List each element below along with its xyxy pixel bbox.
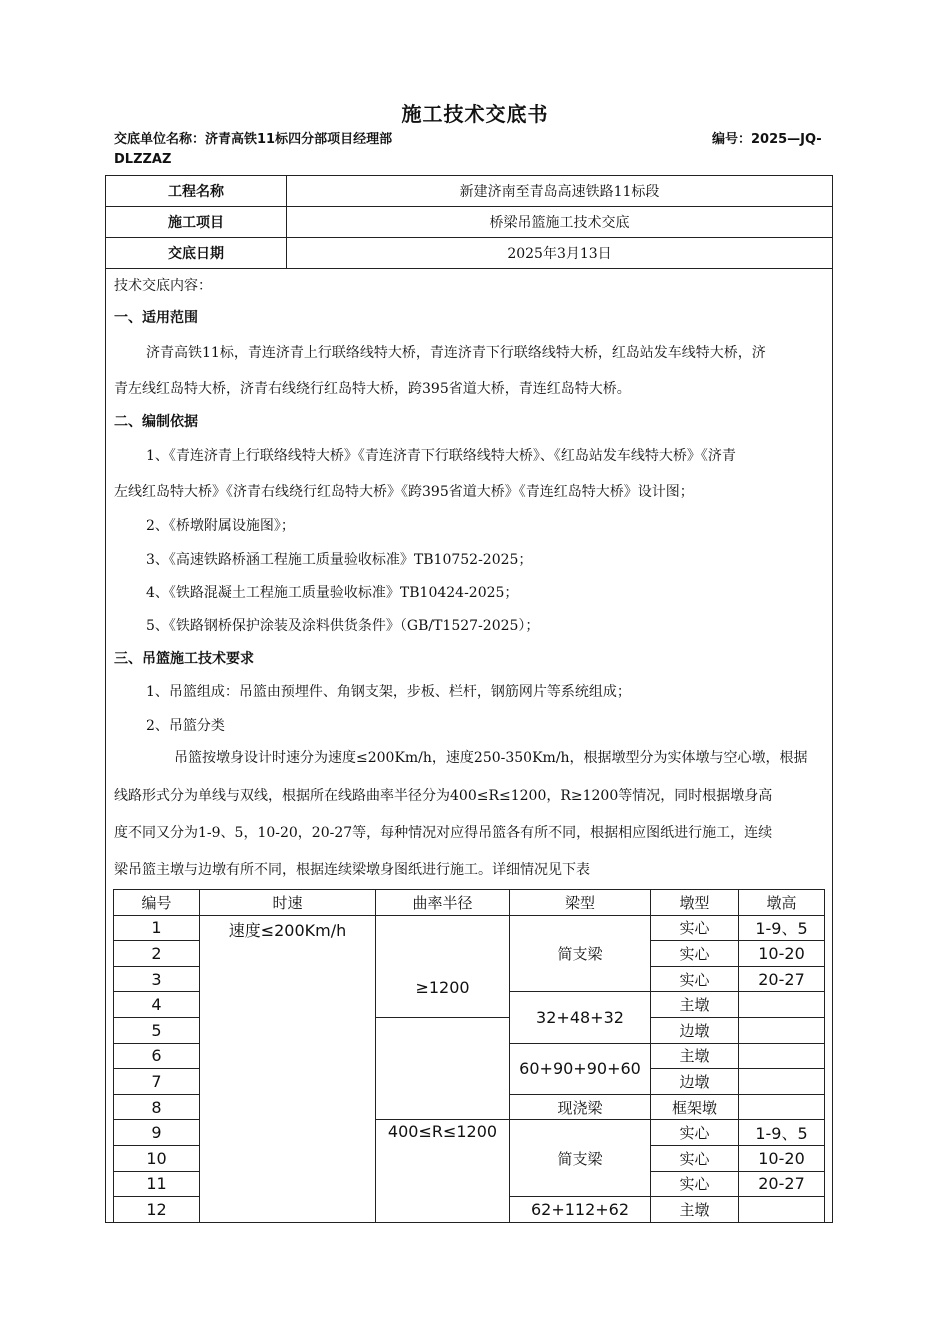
column-header: 编号 bbox=[114, 890, 200, 916]
pier-type-cell: 框架墩 bbox=[651, 1094, 739, 1120]
beam-type-cell: 简支梁 bbox=[510, 1120, 651, 1197]
document-title: 施工技术交底书 bbox=[401, 102, 549, 126]
classification-line: 梁吊篮主墩与边墩有所不同，根据连续梁墩身图纸进行施工。详细情况见下表 bbox=[114, 862, 590, 878]
pier-height-cell: 1-9、5 bbox=[739, 915, 825, 941]
pier-type-cell: 主墩 bbox=[651, 1197, 739, 1223]
row-number: 5 bbox=[114, 1017, 200, 1043]
pier-height-cell: 20-27 bbox=[739, 1171, 825, 1197]
reference-item: 3、《高速铁路桥涵工程施工质量验收标准》TB10752-2025； bbox=[146, 552, 533, 568]
pier-height-cell: 1-9、5 bbox=[739, 1120, 825, 1146]
section-1-title: 一、适用范围 bbox=[114, 310, 198, 326]
info-row bbox=[106, 238, 833, 269]
info-label: 交底日期 bbox=[106, 238, 287, 269]
info-value: 2025年3月13日 bbox=[287, 238, 833, 269]
reference-item-cont: 左线红岛特大桥》《济青右线绕行红岛特大桥》《跨395省道大桥》《青连红岛特大桥》设计图； bbox=[114, 484, 694, 500]
section-1-line: 济青高铁11标，青连济青上行联络线特大桥，青连济青下行联络线特大桥，红岛站发车线特大桥，济 bbox=[146, 345, 766, 361]
table-header-row bbox=[114, 890, 825, 916]
document-number: 编号：2025—JQ- bbox=[712, 132, 822, 147]
info-label: 施工项目 bbox=[106, 207, 287, 238]
pier-type-cell: 实心 bbox=[651, 966, 739, 992]
info-value: 桥梁吊篮施工技术交底 bbox=[287, 207, 833, 238]
pier-height-cell bbox=[739, 1094, 825, 1120]
speed-cell: 速度≤200Km/h bbox=[200, 915, 376, 1222]
info-row bbox=[106, 207, 833, 238]
pier-type-cell: 主墩 bbox=[651, 1043, 739, 1069]
radius-cell bbox=[376, 977, 510, 1119]
classification-line: 线路形式分为单线与双线，根据所在线路曲率半径分为400≤R≤1200，R≥1200等情况，同时根据墩身高 bbox=[114, 788, 773, 804]
requirement-item: 1、吊篮组成：吊篮由预埋件、角钢支架，步板、栏杆，钢筋网片等系统组成； bbox=[146, 684, 631, 700]
requirement-item: 2、吊篮分类 bbox=[146, 718, 225, 734]
pier-type-cell: 实心 bbox=[651, 941, 739, 967]
row-number: 10 bbox=[114, 1145, 200, 1171]
pier-height-cell: 10-20 bbox=[739, 941, 825, 967]
beam-type-cell: 62+112+62 bbox=[510, 1197, 651, 1223]
column-header: 梁型 bbox=[510, 890, 651, 916]
pier-height-cell bbox=[739, 1043, 825, 1069]
row-number: 8 bbox=[114, 1094, 200, 1120]
table-row bbox=[114, 915, 825, 941]
row-number: 3 bbox=[114, 966, 200, 992]
row-number: 12 bbox=[114, 1197, 200, 1223]
column-header: 曲率半径 bbox=[376, 890, 510, 916]
pier-type-cell: 主墩 bbox=[651, 992, 739, 1018]
row-number: 6 bbox=[114, 1043, 200, 1069]
row-number: 7 bbox=[114, 1069, 200, 1095]
row-number: 9 bbox=[114, 1120, 200, 1146]
column-header: 时速 bbox=[200, 890, 376, 916]
row-number: 4 bbox=[114, 992, 200, 1018]
reference-item: 4、《铁路混凝土工程施工质量验收标准》TB10424-2025； bbox=[146, 585, 519, 601]
reference-item: 5、《铁路钢桥保护涂装及涂料供货条件》（GB/T1527-2025）； bbox=[146, 618, 540, 634]
classification-line: 度不同又分为1-9、5，10-20，20-27等，每种情况对应得吊篮各有所不同，根据相应图纸进行施工，连续 bbox=[114, 825, 773, 841]
beam-type-cell: 现浇梁 bbox=[510, 1094, 651, 1120]
pier-type-cell: 实心 bbox=[651, 1120, 739, 1146]
column-header: 墩高 bbox=[739, 890, 825, 916]
pier-height-cell bbox=[739, 992, 825, 1018]
pier-type-cell: 实心 bbox=[651, 1171, 739, 1197]
section-3-title: 三、吊篮施工技术要求 bbox=[114, 651, 254, 667]
beam-type-cell: 60+90+90+60 bbox=[510, 1043, 651, 1094]
reference-item: 1、《青连济青上行联络线特大桥》《青连济青下行联络线特大桥》、《红岛站发车线特大桥》《济青 bbox=[146, 448, 736, 464]
pier-type-cell: 边墩 bbox=[651, 1069, 739, 1095]
basket-classification-table bbox=[113, 889, 825, 1223]
content-intro: 技术交底内容： bbox=[114, 278, 212, 294]
info-table bbox=[105, 175, 833, 269]
column-header: 墩型 bbox=[651, 890, 739, 916]
radius-label: ≥1200 bbox=[415, 977, 470, 997]
pier-height-cell bbox=[739, 1017, 825, 1043]
row-number: 1 bbox=[114, 915, 200, 941]
pier-height-cell: 20-27 bbox=[739, 966, 825, 992]
info-value: 新建济南至青岛高速铁路11标段 bbox=[287, 176, 833, 207]
pier-type-cell: 边墩 bbox=[651, 1017, 739, 1043]
pier-height-cell bbox=[739, 1069, 825, 1095]
classification-line: 吊篮按墩身设计时速分为速度≤200Km/h，速度250-350Km/h，根据墩型分为实体墩与空心墩，根据 bbox=[174, 750, 808, 766]
section-2-title: 二、编制依据 bbox=[114, 414, 198, 430]
pier-type-cell: 实心 bbox=[651, 915, 739, 941]
beam-type-cell: 32+48+32 bbox=[510, 992, 651, 1043]
reference-item: 2、《桥墩附属设施图》； bbox=[146, 518, 295, 534]
section-1-line: 青左线红岛特大桥，济青右线绕行红岛特大桥，跨395省道大桥，青连红岛特大桥。 bbox=[114, 381, 631, 397]
info-row bbox=[106, 176, 833, 207]
beam-type-cell: 简支梁 bbox=[510, 915, 651, 992]
pier-type-cell: 实心 bbox=[651, 1145, 739, 1171]
pier-height-cell bbox=[739, 1197, 825, 1223]
pier-height-cell: 10-20 bbox=[739, 1145, 825, 1171]
issuing-unit: 交底单位名称：济青高铁11标四分部项目经理部 bbox=[114, 132, 393, 147]
radius-cell: 400≤R≤1200 bbox=[376, 1120, 510, 1222]
row-number: 2 bbox=[114, 941, 200, 967]
info-label: 工程名称 bbox=[106, 176, 287, 207]
document-number-suffix: DLZZAZ bbox=[114, 152, 172, 167]
row-number: 11 bbox=[114, 1171, 200, 1197]
